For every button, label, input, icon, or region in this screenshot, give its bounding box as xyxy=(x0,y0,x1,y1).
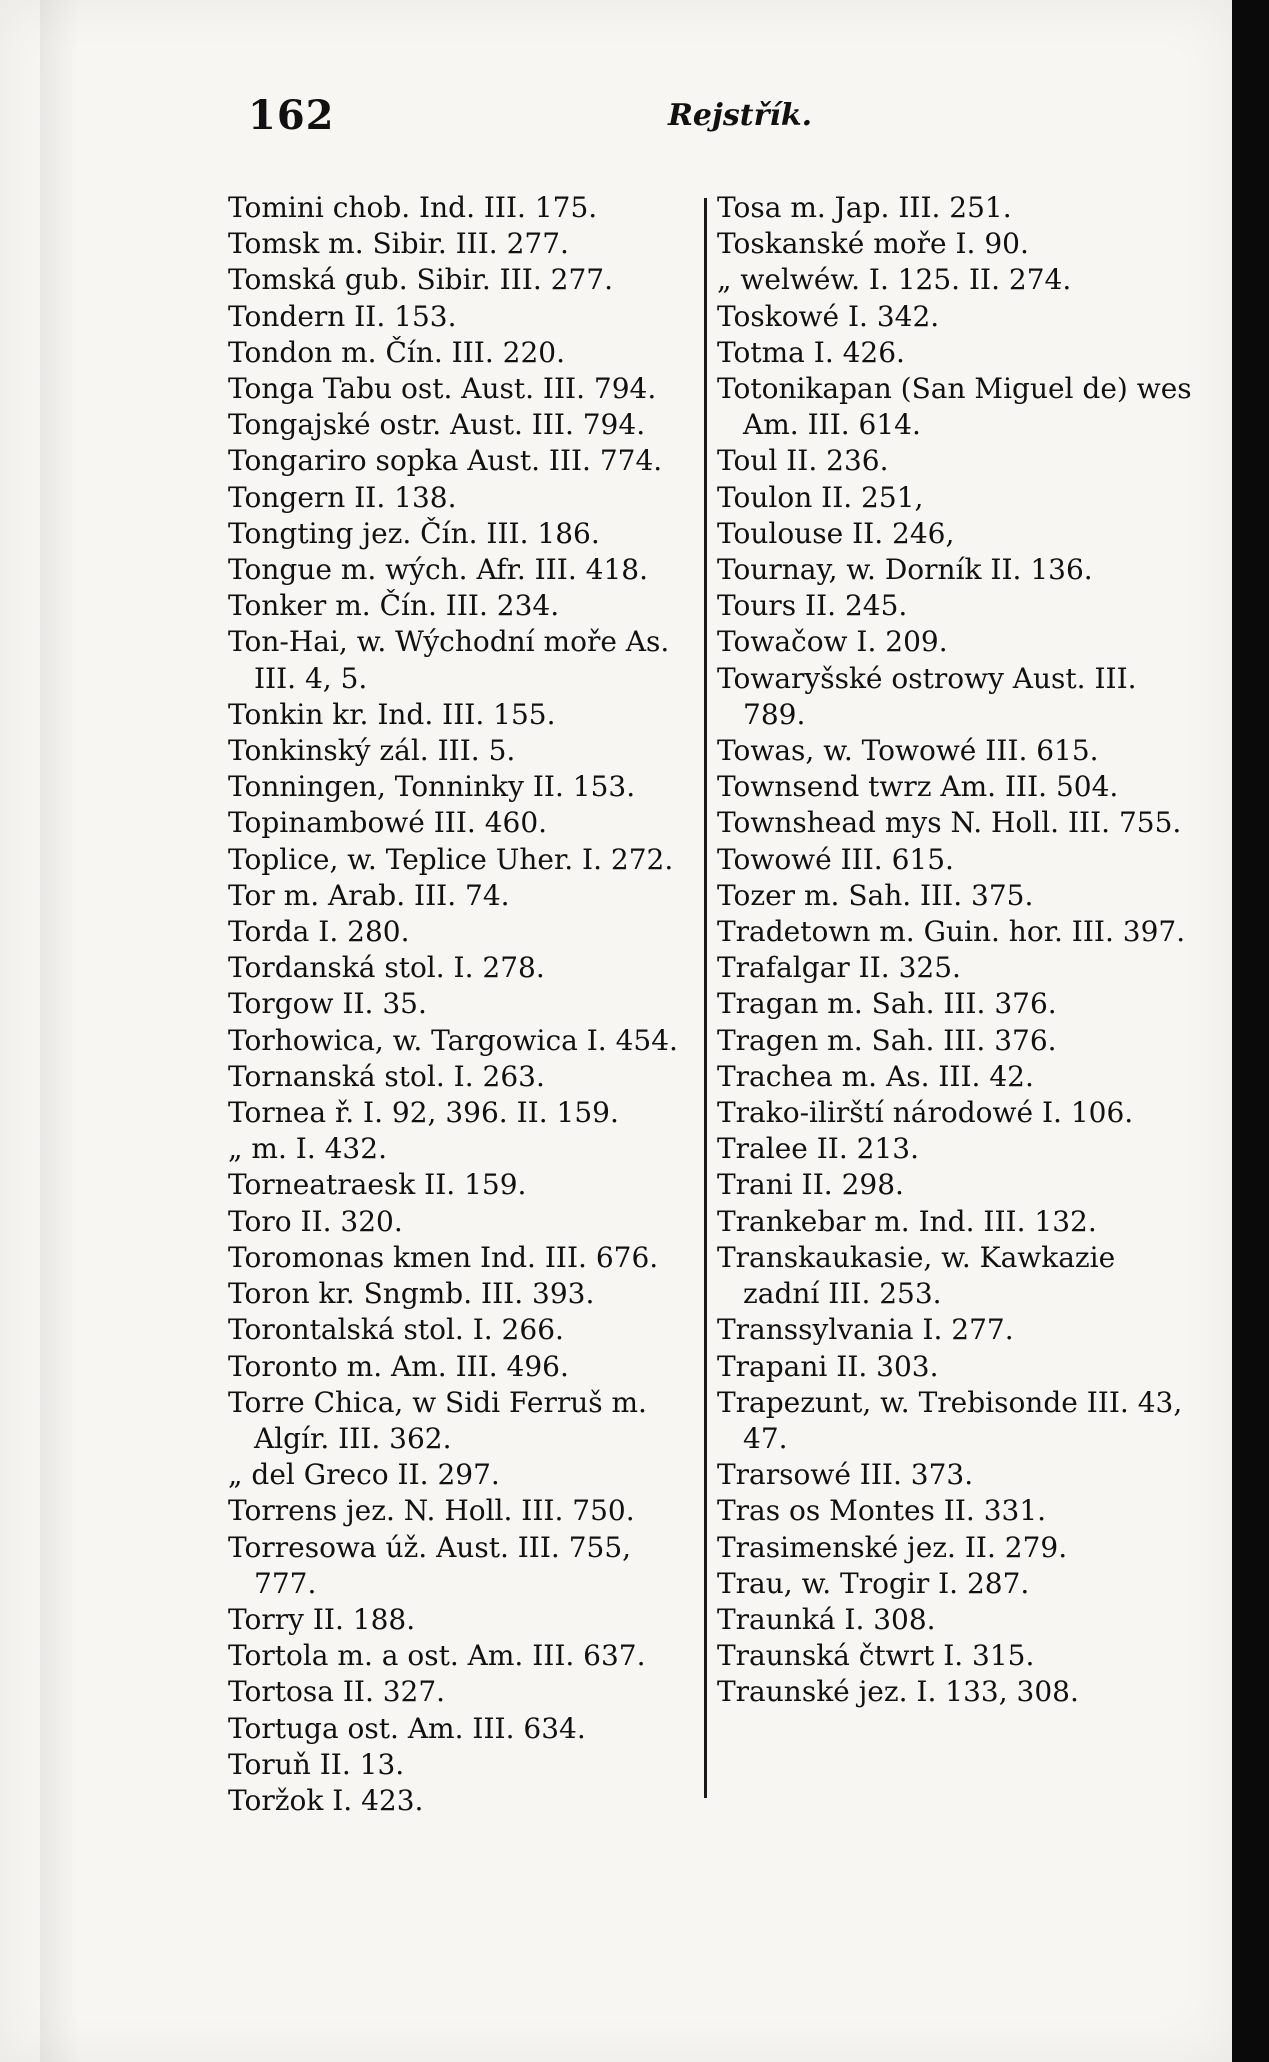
index-entry: Tortola m. a ost. Am. III. 637. xyxy=(228,1639,646,1673)
index-entry: Tondern II. 153. xyxy=(228,299,457,333)
index-entry: Tonker m. Čín. III. 234. xyxy=(228,589,560,623)
index-entry: Towas, w. Towowé III. 615. xyxy=(717,734,1099,768)
index-column-left xyxy=(228,190,698,1819)
index-entry: Tras os Montes II. 331. xyxy=(717,1494,1047,1528)
index-entry: „ m. I. 432. xyxy=(228,1132,387,1166)
index-entry: Torre Chica, w Sidi Ferruš m. Algír. III. 362. xyxy=(228,1385,647,1455)
index-entry: Tours II. 245. xyxy=(717,589,908,623)
index-entry: Tongariro sopka Aust. III. 774. xyxy=(228,444,663,478)
index-entry: Tradetown m. Guin. hor. III. 397. xyxy=(717,915,1186,949)
index-entry: Trasimenské jez. II. 279. xyxy=(717,1530,1068,1564)
index-entry: Toskowé I. 342. xyxy=(717,299,940,333)
index-entry: Toulouse II. 246, xyxy=(717,516,955,550)
index-entry: Trankebar m. Ind. III. 132. xyxy=(717,1204,1097,1238)
index-entry: Toul II. 236. xyxy=(717,444,889,478)
index-entry: Trarsowé III. 373. xyxy=(717,1458,974,1492)
index-entry: Traunské jez. I. 133, 308. xyxy=(717,1675,1079,1709)
index-entry: Tortosa II. 327. xyxy=(228,1675,446,1709)
index-entry: Tonningen, Tonninky II. 153. xyxy=(228,770,636,804)
index-entry: Totonikapan (San Miguel de) wes Am. III. 614. xyxy=(717,372,1192,442)
index-entry: Torhowica, w. Targowica I. 454. xyxy=(228,1023,678,1057)
index-entry: Toržok I. 423. xyxy=(228,1783,424,1817)
index-entry: Transkaukasie, w. Kawkazie zadní III. 253. xyxy=(717,1240,1116,1311)
index-entry: Torrens jez. N. Holl. III. 750. xyxy=(228,1494,635,1528)
index-entry: Tonga Tabu ost. Aust. III. 794. xyxy=(228,372,657,406)
scan-border xyxy=(1232,0,1269,2062)
index-entry: Tortuga ost. Am. III. 634. xyxy=(228,1711,586,1745)
index-entry: Tor m. Arab. III. 74. xyxy=(228,878,510,912)
index-entry: Tongern II. 138. xyxy=(228,480,457,514)
index-entry: Trapezunt, w. Trebisonde III. 43, 47. xyxy=(717,1385,1183,1455)
index-entry: Trako-ilirští národowé I. 106. xyxy=(717,1096,1134,1130)
index-entry: Totma I. 426. xyxy=(717,335,905,369)
index-entry: Trafalgar II. 325. xyxy=(717,951,961,985)
index-entry: Tournay, w. Dorník II. 136. xyxy=(717,553,1093,587)
index-entry: Tongajské ostr. Aust. III. 794. xyxy=(228,408,646,442)
index-entry: Tornea ř. I. 92, 396. II. 159. xyxy=(228,1096,619,1130)
index-entry: Torda I. 280. xyxy=(228,915,410,949)
index-entry: Tragan m. Sah. III. 376. xyxy=(717,987,1057,1021)
index-entry: Traunká I. 308. xyxy=(717,1602,936,1636)
index-entry: Tonkinský zál. III. 5. xyxy=(228,734,516,768)
index-entry: Trachea m. As. III. 42. xyxy=(717,1059,1034,1093)
index-entry: Toromonas kmen Ind. III. 676. xyxy=(228,1240,659,1274)
index-entry: Towowé III. 615. xyxy=(717,842,954,876)
index-entry: Ton-Hai, w. Wýchodní moře As. III. 4, 5. xyxy=(228,625,670,695)
index-entry: Tornanská stol. I. 263. xyxy=(228,1059,545,1093)
index-entry: Toplice, w. Teplice Uher. I. 272. xyxy=(228,842,674,876)
index-entry: Traunská čtwrt I. 315. xyxy=(717,1639,1035,1673)
index-entry: Tonkin kr. Ind. III. 155. xyxy=(228,697,556,731)
index-entry: Toro II. 320. xyxy=(228,1204,403,1238)
running-head: Rejstřík. xyxy=(668,98,813,133)
index-entry: Torneatraesk II. 159. xyxy=(228,1168,527,1202)
index-entry: Tongue m. wých. Afr. III. 418. xyxy=(228,553,648,587)
index-entry: Townshead mys N. Holl. III. 755. xyxy=(717,806,1182,840)
index-entry: Toron kr. Sngmb. III. 393. xyxy=(228,1277,595,1311)
index-entry: Torry II. 188. xyxy=(228,1602,416,1636)
page-number: 162 xyxy=(248,92,335,139)
index-entry: Toronto m. Am. III. 496. xyxy=(228,1349,569,1383)
index-entry: Tralee II. 213. xyxy=(717,1132,920,1166)
index-entry: Tongting jez. Čín. III. 186. xyxy=(228,516,600,550)
index-entry: Tomsk m. Sibir. III. 277. xyxy=(228,227,569,261)
index-entry: Townsend twrz Am. III. 504. xyxy=(717,770,1119,804)
index-entry: Tomská gub. Sibir. III. 277. xyxy=(228,263,613,297)
index-entry: Trau, w. Trogir I. 287. xyxy=(717,1566,1030,1600)
index-entry: Toulon II. 251, xyxy=(717,480,924,514)
index-entry: „ welwéw. I. 125. II. 274. xyxy=(717,263,1072,297)
index-entry: Trani II. 298. xyxy=(717,1168,904,1202)
index-entry: „ del Greco II. 297. xyxy=(228,1458,500,1492)
index-column-right xyxy=(717,190,1197,1711)
index-entry: Torontalská stol. I. 266. xyxy=(228,1313,564,1347)
index-entry: Torgow II. 35. xyxy=(228,987,427,1021)
index-entry: Tondon m. Čín. III. 220. xyxy=(228,335,565,369)
index-entry: Towaryšské ostrowy Aust. III. 789. xyxy=(717,661,1137,731)
index-entry: Tomini chob. Ind. III. 175. xyxy=(228,191,598,224)
index-entry: Toruň II. 13. xyxy=(228,1747,405,1781)
index-entry: Tragen m. Sah. III. 376. xyxy=(717,1023,1057,1057)
index-entry: Topinambowé III. 460. xyxy=(228,806,548,840)
index-entry: Tosa m. Jap. III. 251. xyxy=(717,191,1012,224)
index-entry: Transsylvania I. 277. xyxy=(717,1313,1014,1347)
index-entry: Towačow I. 209. xyxy=(717,625,948,659)
index-entry: Toskanské moře I. 90. xyxy=(717,227,1029,261)
column-divider xyxy=(704,198,707,1798)
index-entry: Tozer m. Sah. III. 375. xyxy=(717,878,1034,912)
index-entry: Tordanská stol. I. 278. xyxy=(228,951,545,985)
index-entry: Trapani II. 303. xyxy=(717,1349,939,1383)
scan-gutter-shadow xyxy=(40,0,80,2062)
index-entry: Torresowa úž. Aust. III. 755, 777. xyxy=(228,1530,632,1600)
page-header xyxy=(248,92,1108,148)
